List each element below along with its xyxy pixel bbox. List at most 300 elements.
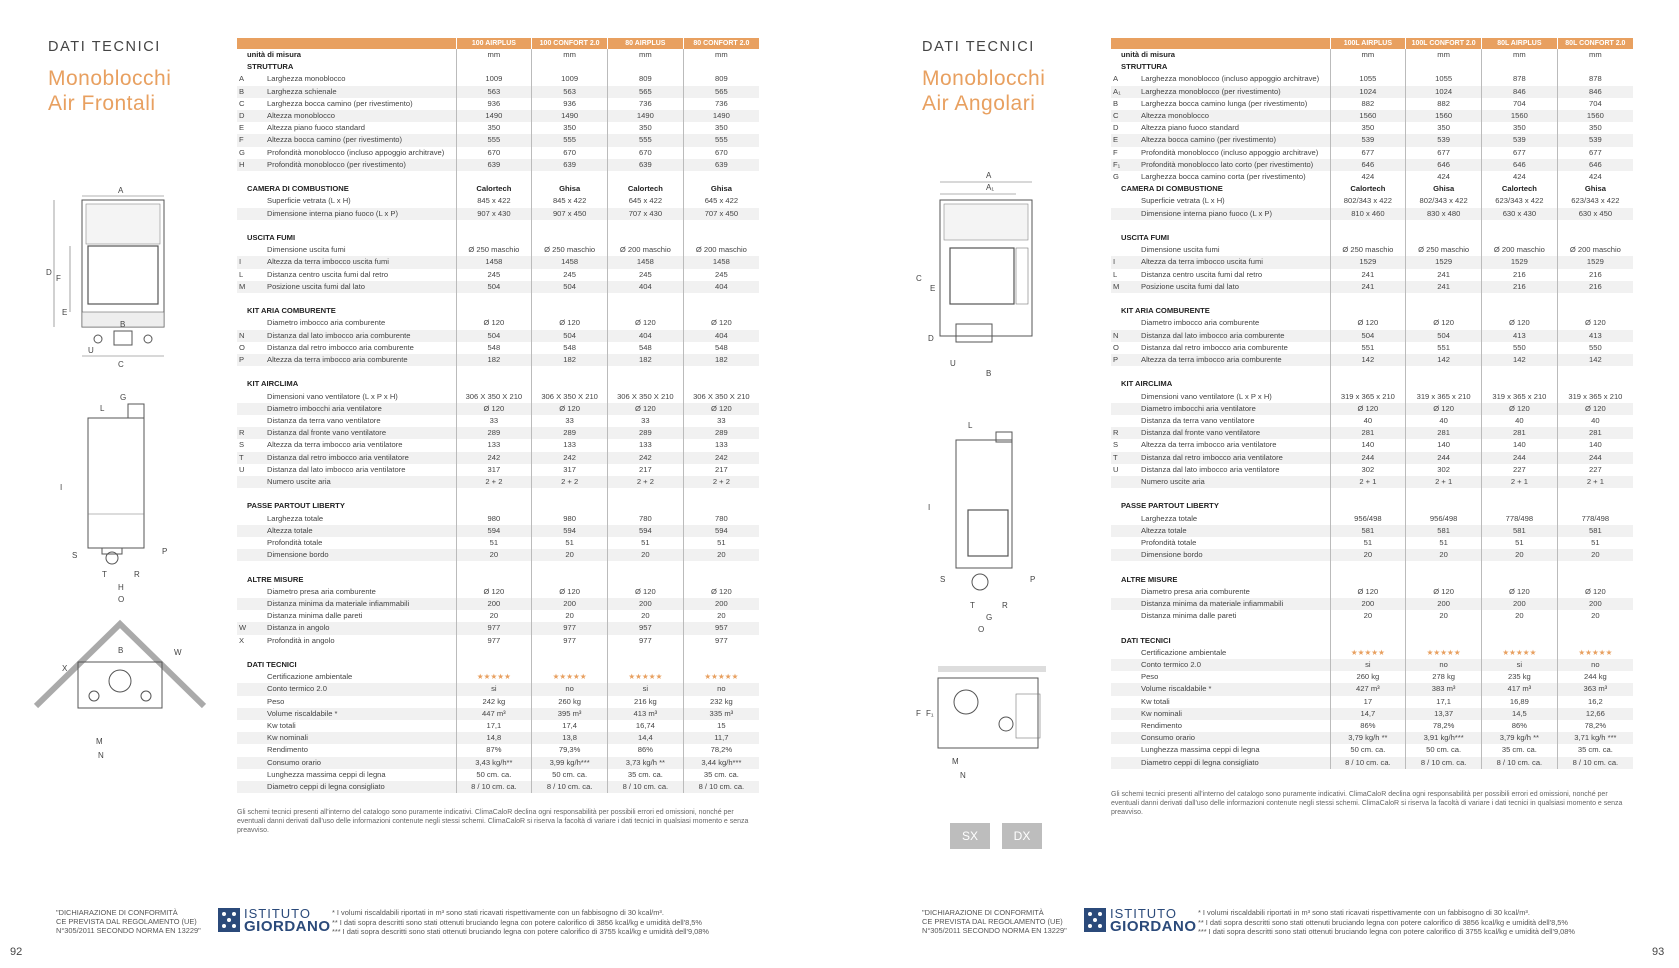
cell-value: 260 kg xyxy=(532,696,608,708)
cell-value: 1458 xyxy=(456,256,532,268)
row-letter: F xyxy=(237,134,253,146)
row-label: Certificazione ambientale xyxy=(1141,647,1227,657)
cell-value: 630 x 430 xyxy=(1482,208,1558,220)
column-header: 100 CONFORT 2.0 xyxy=(532,38,608,49)
table-row xyxy=(1111,159,1633,171)
row-letter: F₁ xyxy=(1111,159,1127,171)
cell-value: 182 xyxy=(683,354,759,366)
cell-value: 639 xyxy=(608,159,684,171)
row-letter xyxy=(1111,696,1127,708)
row-letter: U xyxy=(1113,464,1119,474)
table-row xyxy=(1111,622,1633,634)
row-letter xyxy=(237,769,253,781)
cell-value: 980 xyxy=(532,513,608,525)
cell-value: 302 xyxy=(1330,464,1406,476)
table-row xyxy=(237,317,759,329)
table-row xyxy=(237,220,759,232)
row-label: Distanza dal lato imbocco aria comburente xyxy=(253,330,456,342)
cell-value: 200 xyxy=(1482,598,1558,610)
cell-value: 140 xyxy=(1406,439,1482,451)
table-row xyxy=(1111,732,1633,744)
cell-value: 504 xyxy=(532,330,608,342)
cell-value: 281 xyxy=(1482,427,1558,439)
row-letter xyxy=(1111,744,1127,756)
cell-value: 581 xyxy=(1482,525,1558,537)
cell-value: 20 xyxy=(1557,610,1633,622)
dim-label: P xyxy=(1030,575,1036,584)
logo-mark-icon xyxy=(1084,908,1106,932)
cell-value: 260 kg xyxy=(1330,671,1406,683)
row-label: Kw nominali xyxy=(1127,708,1330,720)
row-letter: O xyxy=(239,342,245,352)
istituto-giordano-logo: ISTITUTO GIORDANO xyxy=(1084,907,1197,933)
cell-value: 20 xyxy=(1330,549,1406,561)
cell-value: 86% xyxy=(1482,720,1558,732)
cell-value: 33 xyxy=(456,415,532,427)
table-row xyxy=(237,549,759,561)
row-label: Altezza da terra imbocco aria comburente xyxy=(1127,354,1330,366)
table-row xyxy=(1111,403,1633,415)
row-letter: W xyxy=(237,622,253,634)
logo-mark-icon xyxy=(218,908,240,932)
row-label: Rendimento xyxy=(1141,721,1182,731)
cell-value: 1490 xyxy=(683,110,759,122)
dim-label: M xyxy=(96,737,103,746)
cell-value: 278 kg xyxy=(1406,671,1482,683)
dim-label: F xyxy=(916,709,921,718)
dim-label: D xyxy=(46,268,52,277)
cell-value: 413 xyxy=(1482,330,1558,342)
cell-value: 200 xyxy=(456,598,532,610)
cell-value: 670 xyxy=(456,147,532,159)
cell-value: 677 xyxy=(1482,147,1558,159)
cell-value: 319 x 365 x 210 xyxy=(1557,391,1633,403)
table-row xyxy=(1111,647,1633,659)
table-row xyxy=(1111,561,1633,573)
cell-value: 200 xyxy=(532,598,608,610)
cell-value: 639 xyxy=(683,159,759,171)
cell-value: 245 xyxy=(608,269,684,281)
section-heading: USCITA FUMI xyxy=(1121,233,1170,243)
cell-value: Ø 120 xyxy=(532,403,608,415)
cell-value: 1529 xyxy=(1406,256,1482,268)
cell-value: 289 xyxy=(608,427,684,439)
cell-value: mm xyxy=(1482,49,1558,61)
table-row xyxy=(1111,110,1633,122)
cell-value: 957 xyxy=(608,622,684,634)
cell-value: 878 xyxy=(1482,73,1558,85)
cell-value: 383 m³ xyxy=(1406,683,1482,695)
table-row xyxy=(1111,415,1633,427)
table-row xyxy=(237,537,759,549)
cell-value: Ø 120 xyxy=(1330,586,1406,598)
row-label: Larghezza schienale xyxy=(253,86,456,98)
cell-value: Ø 120 xyxy=(683,586,759,598)
section-heading: USCITA FUMI xyxy=(247,233,296,243)
row-letter xyxy=(237,757,253,769)
dim-label: A xyxy=(118,186,124,195)
cell-value: Ø 120 xyxy=(1330,403,1406,415)
column-header: 100L CONFORT 2.0 xyxy=(1406,38,1482,49)
cell-value: 245 xyxy=(532,269,608,281)
row-letter xyxy=(237,610,253,622)
table-row xyxy=(237,232,759,244)
cell-value: 548 xyxy=(608,342,684,354)
cell-value: 133 xyxy=(456,439,532,451)
table-row xyxy=(237,586,759,598)
row-letter: B xyxy=(1113,98,1119,108)
row-letter xyxy=(237,195,253,207)
cell-value: 504 xyxy=(456,281,532,293)
cell-value: 281 xyxy=(1557,427,1633,439)
footnotes: * I volumi riscaldabili riportati in m³ sono stati ricavati rispettivamente con un fabbisogno di 30 kcal/m³. ** I dati sopra descritti sono stati ottenuti bruciando legna con potere calorifico di 3856 kcal/kg e umidità dell'8,5% *** I dati sopra descritti sono stati ottenuti bruciando legna con potere calorifico di 3755 kcal/kg e umidità dell'9,08% xyxy=(1198,908,1575,937)
dim-label: C xyxy=(118,360,124,369)
column-header: 80 CONFORT 2.0 xyxy=(683,38,759,49)
row-label: Larghezza totale xyxy=(1141,513,1198,523)
side-view-drawing xyxy=(58,394,178,604)
cell-value: 736 xyxy=(608,98,684,110)
dim-label: X xyxy=(62,664,68,673)
page-number: 92 xyxy=(10,946,23,958)
cell-value: 1529 xyxy=(1557,256,1633,268)
table-row xyxy=(237,598,759,610)
cell-value: 1560 xyxy=(1406,110,1482,122)
cell-value: 565 xyxy=(683,86,759,98)
cell-value: 907 x 430 xyxy=(456,208,532,220)
page-title xyxy=(48,66,171,116)
section-heading: KIT AIRCLIMA xyxy=(1121,379,1173,389)
table-row xyxy=(237,757,759,769)
cell-value: 1490 xyxy=(456,110,532,122)
row-label: Distanza centro uscita fumi dal retro xyxy=(1141,269,1263,279)
cell-value: Ø 120 xyxy=(532,317,608,329)
table-row xyxy=(1111,683,1633,695)
dim-label: G xyxy=(120,393,127,402)
cell-value: 182 xyxy=(532,354,608,366)
cell-value: 977 xyxy=(456,622,532,634)
cell-value: 639 xyxy=(456,159,532,171)
table-row xyxy=(1111,183,1633,195)
cell-value: 200 xyxy=(1557,598,1633,610)
row-label: Superficie vetrata (L x H) xyxy=(1141,196,1225,206)
row-label: Diametro imbocchi aria ventilatore xyxy=(1127,403,1330,415)
section-heading: ALTRE MISURE xyxy=(1121,574,1178,584)
cell-value: Ø 120 xyxy=(1406,403,1482,415)
cell-value: 216 xyxy=(1482,281,1558,293)
cell-value: 936 xyxy=(532,98,608,110)
cell-value: 235 kg xyxy=(1482,671,1558,683)
dim-label: R xyxy=(134,570,140,579)
row-label: Distanza in angolo xyxy=(253,622,456,634)
cell-value: 20 xyxy=(683,610,759,622)
section-heading: PASSE PARTOUT LIBERTY xyxy=(1121,501,1219,511)
dim-label: H xyxy=(118,583,124,592)
table-row xyxy=(1111,195,1633,207)
table-row xyxy=(237,61,759,73)
table-row xyxy=(1111,208,1633,220)
cell-value: Ø 120 xyxy=(608,403,684,415)
cell-value: Ghisa xyxy=(532,183,608,195)
cell-value: 2 + 1 xyxy=(1406,476,1482,488)
cell-value: 810 x 460 xyxy=(1330,208,1406,220)
cell-value: 350 xyxy=(456,122,532,134)
table-row xyxy=(1111,391,1633,403)
cell-value: 302 xyxy=(1406,464,1482,476)
table-row xyxy=(237,73,759,85)
row-label: Larghezza monoblocco (incluso appoggio architrave) xyxy=(1141,74,1320,84)
cell-value: 846 xyxy=(1557,86,1633,98)
row-label: Consumo orario xyxy=(253,757,456,769)
cell-value: 956/498 xyxy=(1406,513,1482,525)
cell-value: 17,1 xyxy=(456,720,532,732)
table-row xyxy=(1111,378,1633,390)
cell-value: 87% xyxy=(456,744,532,756)
cell-value: Ghisa xyxy=(1557,183,1633,195)
cell-value: Ø 120 xyxy=(1482,317,1558,329)
cell-value: 306 X 350 X 210 xyxy=(456,391,532,403)
cell-value: 227 xyxy=(1482,464,1558,476)
cell-value: 50 cm. ca. xyxy=(456,769,532,781)
row-label: Profondità totale xyxy=(1141,538,1197,548)
page-title xyxy=(922,66,1045,116)
cell-value: si xyxy=(456,683,532,695)
dim-label: T xyxy=(970,601,975,610)
row-letter xyxy=(237,744,253,756)
cell-value: 350 xyxy=(1557,122,1633,134)
cell-value: 16,74 xyxy=(608,720,684,732)
dim-label: B xyxy=(120,320,126,329)
row-label: Profondità in angolo xyxy=(267,635,335,645)
cell-value: 977 xyxy=(532,635,608,647)
cell-value: 133 xyxy=(608,439,684,451)
cell-value: 51 xyxy=(1482,537,1558,549)
cell-value: Calortech xyxy=(1482,183,1558,195)
cell-value: 350 xyxy=(683,122,759,134)
table-row xyxy=(1111,537,1633,549)
row-label: Diametro presa aria comburente xyxy=(1141,586,1250,596)
cell-value: 16,2 xyxy=(1557,696,1633,708)
cell-value: 1529 xyxy=(1330,256,1406,268)
cell-value: 645 x 422 xyxy=(608,195,684,207)
row-label: Distanza dal fronte vano ventilatore xyxy=(253,427,456,439)
cell-value: 245 xyxy=(683,269,759,281)
rating-stars: ★★★★★ xyxy=(456,671,532,683)
cell-value: 8 / 10 cm. ca. xyxy=(1330,757,1406,769)
cell-value: 51 xyxy=(532,537,608,549)
section-heading: KIT ARIA COMBURENTE xyxy=(1121,306,1210,316)
cell-value: 1560 xyxy=(1482,110,1558,122)
cell-value: 548 xyxy=(683,342,759,354)
cell-value: 413 m³ xyxy=(608,708,684,720)
section-heading: CAMERA DI COMBUSTIONE xyxy=(247,184,349,194)
row-label: Dimensione bordo xyxy=(253,549,456,561)
table-row xyxy=(237,452,759,464)
cell-value: 551 xyxy=(1330,342,1406,354)
cell-value: 14,4 xyxy=(608,732,684,744)
cell-value: 778/498 xyxy=(1557,513,1633,525)
cell-value: 241 xyxy=(1330,269,1406,281)
cell-value: Ø 200 maschio xyxy=(608,244,684,256)
table-row xyxy=(237,281,759,293)
cell-value: 50 cm. ca. xyxy=(1406,744,1482,756)
table-row xyxy=(237,195,759,207)
section-heading: ALTRE MISURE xyxy=(247,574,304,584)
row-letter xyxy=(1111,403,1127,415)
cell-value: 1024 xyxy=(1406,86,1482,98)
cell-value: mm xyxy=(456,49,532,61)
table-row xyxy=(1111,330,1633,342)
cell-value: 565 xyxy=(608,86,684,98)
cell-value: mm xyxy=(1330,49,1406,61)
row-letter xyxy=(1111,208,1127,220)
cell-value: 13,8 xyxy=(532,732,608,744)
table-row xyxy=(237,476,759,488)
cell-value: 216 xyxy=(1557,281,1633,293)
row-letter xyxy=(1111,671,1127,683)
cell-value: 550 xyxy=(1482,342,1558,354)
cell-value: Ghisa xyxy=(1406,183,1482,195)
cell-value: no xyxy=(683,683,759,695)
cell-value: 51 xyxy=(1557,537,1633,549)
column-header: 80L CONFORT 2.0 xyxy=(1557,38,1633,49)
cell-value: 242 xyxy=(683,452,759,464)
table-row xyxy=(1111,220,1633,232)
cell-value: 594 xyxy=(683,525,759,537)
table-row xyxy=(1111,305,1633,317)
row-letter xyxy=(1111,610,1127,622)
row-letter xyxy=(1111,586,1127,598)
footnotes: * I volumi riscaldabili riportati in m³ sono stati ricavati rispettivamente con un fabbisogno di 30 kcal/m³. ** I dati sopra descritti sono stati ottenuti bruciando legna con potere calorifico di 3856 kcal/kg e umidità dell'8,5% *** I dati sopra descritti sono stati ottenuti bruciando legna con potere calorifico di 3755 kcal/kg e umidità dell'9,08% xyxy=(332,908,709,937)
row-label: Distanza dal retro imbocco aria ventilatore xyxy=(1127,452,1330,464)
istituto-giordano-logo: ISTITUTO GIORDANO xyxy=(218,907,331,933)
table-row xyxy=(237,354,759,366)
row-letter: O xyxy=(1113,342,1119,352)
cell-value: 244 xyxy=(1482,452,1558,464)
cell-value: 20 xyxy=(683,549,759,561)
row-letter: D xyxy=(1113,123,1119,133)
cell-value: 977 xyxy=(456,635,532,647)
cell-value: 16,89 xyxy=(1482,696,1558,708)
row-label: Kw totali xyxy=(267,721,296,731)
row-letter: I xyxy=(237,256,253,268)
table-row xyxy=(237,769,759,781)
cell-value: 977 xyxy=(532,622,608,634)
cell-value: 142 xyxy=(1406,354,1482,366)
table-row xyxy=(237,183,759,195)
cell-value: mm xyxy=(532,49,608,61)
spec-table xyxy=(1111,38,1633,769)
cell-value: 677 xyxy=(1406,147,1482,159)
row-letter xyxy=(237,586,253,598)
row-letter xyxy=(1111,476,1127,488)
table-row xyxy=(237,647,759,659)
cell-value: 504 xyxy=(456,330,532,342)
cell-value: 539 xyxy=(1330,134,1406,146)
cell-value: 3,43 kg/h** xyxy=(456,757,532,769)
cell-value: 40 xyxy=(1482,415,1558,427)
row-label: Altezza da terra imbocco aria comburente xyxy=(253,354,456,366)
cell-value: 17 xyxy=(1330,696,1406,708)
row-label: Distanza dal fronte vano ventilatore xyxy=(1127,427,1330,439)
row-letter xyxy=(1111,317,1127,329)
cell-value: 40 xyxy=(1557,415,1633,427)
row-letter xyxy=(237,244,253,256)
title-line-2: Air Angolari xyxy=(922,92,1036,115)
table-row xyxy=(1111,671,1633,683)
row-label: unità di misura xyxy=(247,50,302,59)
table-row xyxy=(237,342,759,354)
rating-stars: ★★★★★ xyxy=(1482,647,1558,659)
cell-value: 447 m³ xyxy=(456,708,532,720)
row-label: Dimensione bordo xyxy=(1127,549,1330,561)
row-label: Altezza piano fuoco standard xyxy=(1141,123,1239,133)
row-letter xyxy=(1111,391,1127,403)
row-letter: S xyxy=(239,440,245,450)
table-row xyxy=(237,147,759,159)
cell-value: 216 xyxy=(1557,269,1633,281)
cell-value: 289 xyxy=(532,427,608,439)
cell-value: 977 xyxy=(683,635,759,647)
table-row xyxy=(237,244,759,256)
cell-value: 2 + 2 xyxy=(608,476,684,488)
table-row xyxy=(1111,61,1633,73)
row-label: Larghezza bocca camino lunga (per rivestimento) xyxy=(1141,98,1308,108)
cell-value: 140 xyxy=(1557,439,1633,451)
row-letter xyxy=(1111,537,1127,549)
cell-value: 427 m³ xyxy=(1330,683,1406,695)
cell-value: 51 xyxy=(1330,537,1406,549)
table-row xyxy=(1111,427,1633,439)
cell-value: 35 cm. ca. xyxy=(608,769,684,781)
cell-value: 35 cm. ca. xyxy=(683,769,759,781)
row-letter xyxy=(1111,513,1127,525)
cell-value: 3,79 kg/h ** xyxy=(1330,732,1406,744)
cell-value: 2 + 1 xyxy=(1557,476,1633,488)
cell-value: 1055 xyxy=(1330,73,1406,85)
cell-value: 1024 xyxy=(1330,86,1406,98)
row-letter xyxy=(1111,244,1127,256)
row-letter: L xyxy=(239,269,244,279)
corner-plan-view-drawing xyxy=(916,664,1056,784)
cell-value: 140 xyxy=(1330,439,1406,451)
row-label: Volume riscaldabile * xyxy=(253,708,456,720)
dim-label: I xyxy=(60,483,63,492)
cell-value: 504 xyxy=(1330,330,1406,342)
cell-value: 3,91 kg/h*** xyxy=(1406,732,1482,744)
table-row xyxy=(237,171,759,183)
dim-label: T xyxy=(102,570,107,579)
cell-value: 289 xyxy=(683,427,759,439)
cell-value: 306 X 350 X 210 xyxy=(532,391,608,403)
table-row xyxy=(1111,757,1633,769)
cell-value: 555 xyxy=(456,134,532,146)
table-row xyxy=(237,696,759,708)
cell-value: 350 xyxy=(1482,122,1558,134)
row-label: Altezza monoblocco xyxy=(253,110,456,122)
row-label: Distanza dal lato imbocco aria comburente xyxy=(1127,330,1330,342)
cell-value: Ø 120 xyxy=(608,586,684,598)
cell-value: si xyxy=(1482,659,1558,671)
row-letter xyxy=(237,391,253,403)
dim-label: W xyxy=(174,648,182,657)
dim-label: E xyxy=(930,284,936,293)
table-row xyxy=(1111,281,1633,293)
cell-value: 404 xyxy=(683,281,759,293)
table-row xyxy=(1111,476,1633,488)
row-label: Posizione uscita fumi dal lato xyxy=(1127,281,1330,293)
row-letter xyxy=(237,513,253,525)
row-letter: M xyxy=(237,281,253,293)
